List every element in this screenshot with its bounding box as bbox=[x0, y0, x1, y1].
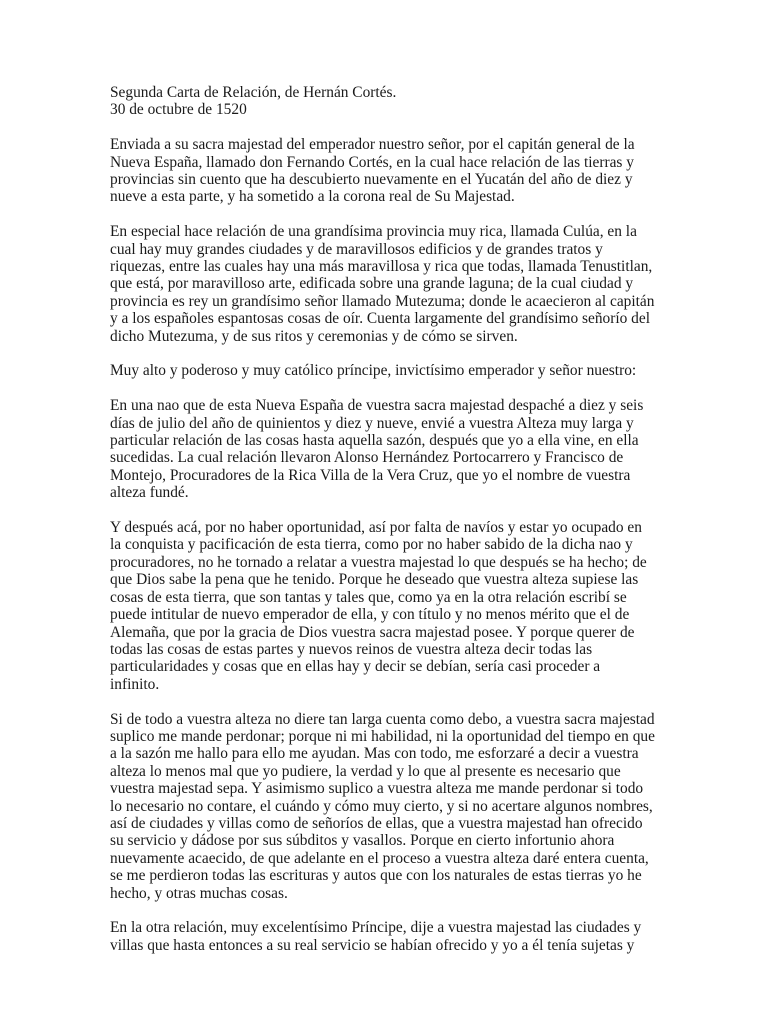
text-line: Muy alto y poderoso y muy católico príncipe, invictísimo emperador y señor nuestro: bbox=[110, 362, 637, 380]
text-line: infinito. bbox=[110, 675, 160, 693]
document-body bbox=[110, 136, 660, 954]
paragraph bbox=[110, 919, 660, 954]
text-line: Nueva España, llamado don Fernando Cortés, en la cual hace relación de las tierras y bbox=[110, 153, 634, 171]
text-line: villas que hasta entonces a su real servicio se habían ofrecido y yo a él tenía sujetas y bbox=[110, 936, 635, 954]
paragraph bbox=[110, 136, 660, 206]
text-line: cual hay muy grandes ciudades y de maravillosos edificios y de grandes tratos y bbox=[110, 240, 603, 258]
text-line: que Dios sabe la pena que he tenido. Porque he deseado que vuestra alteza supiese las bbox=[110, 571, 639, 589]
text-line: alteza fundé. bbox=[110, 484, 189, 502]
text-line: procuradores, no he tornado a relatar a vuestra majestad lo que después se ha hecho; de bbox=[110, 553, 647, 571]
text-line: nueve a esta parte, y ha sometido a la corona real de Su Majestad. bbox=[110, 188, 515, 206]
document-title: Segunda Carta de Relación, de Hernán Cortés. bbox=[110, 84, 397, 101]
text-line: En la otra relación, muy excelentísimo Príncipe, dije a vuestra majestad las ciudades y bbox=[110, 919, 642, 937]
document-page bbox=[110, 84, 660, 972]
text-line: En una nao que de esta Nueva España de vuestra sacra majestad despaché a diez y seis bbox=[110, 397, 644, 415]
text-line: Alemaña, que por la gracia de Dios vuestra sacra majestad posee. Y porque querer de bbox=[110, 623, 635, 641]
text-line: particular relación de las cosas hasta aquella sazón, después que yo a ella vine, en ella bbox=[110, 432, 639, 450]
text-line: días de julio del año de quinientos y diez y nueve, envié a vuestra Alteza muy larga y bbox=[110, 414, 634, 432]
paragraph bbox=[110, 519, 660, 693]
text-line: así de ciudades y villas como de señoríos de ellas, que a vuestra majestad han ofrecido bbox=[110, 814, 643, 832]
text-line: cosas de esta tierra, que son tantas y tales que, como ya en la otra relación escribí se bbox=[110, 588, 627, 606]
paragraph bbox=[110, 397, 660, 501]
text-line: dicho Mutezuma, y de sus ritos y ceremonias y de cómo se sirven. bbox=[110, 327, 518, 345]
text-line: alteza lo menos mal que yo pudiere, la verdad y lo que al presente es necesario que bbox=[110, 762, 621, 780]
paragraph bbox=[110, 711, 660, 902]
text-line: todas las cosas de estas partes y nuevos reinos de vuestra alteza decir todas las bbox=[110, 640, 593, 658]
text-line: la conquista y pacificación de esta tierra, como por no haber sabido de la dicha nao y bbox=[110, 536, 633, 554]
text-line: provincias sin cuento que ha descubierto nuevamente en el Yucatán del año de diez y bbox=[110, 171, 633, 189]
text-line: Y después acá, por no haber oportunidad, así por falta de navíos y estar yo ocupado en bbox=[110, 519, 642, 537]
text-line: riquezas, entre las cuales hay una más maravillosa y rica que todas, llamada Tenustitlan, bbox=[110, 258, 653, 276]
text-line: puede intitular de nuevo emperador de ella, y con título y no menos mérito que el de bbox=[110, 606, 630, 624]
text-line: En especial hace relación de una grandísima provincia muy rica, llamada Culúa, en la bbox=[110, 223, 637, 241]
spacer bbox=[110, 119, 660, 136]
text-line: vuestra majestad sepa. Y asimismo suplico a vuestra alteza me mande perdonar si todo bbox=[110, 780, 644, 798]
text-line: provincia es rey un grandísimo señor llamado Mutezuma; donde le acaecieron al capitán bbox=[110, 292, 655, 310]
text-line: lo necesario no contare, el cuándo y cómo muy cierto, y si no acertare algunos nombres, bbox=[110, 797, 653, 815]
text-line: nuevamente acaecido, de que adelante en el proceso a vuestra alteza daré entera cuenta, bbox=[110, 849, 649, 867]
paragraph bbox=[110, 362, 660, 379]
text-line: sucedidas. La cual relación llevaron Alonso Hernández Portocarrero y Francisco de bbox=[110, 449, 624, 467]
paragraph bbox=[110, 223, 660, 345]
text-line: se me perdieron todas las escrituras y autos que con los naturales de estas tierras yo he bbox=[110, 867, 642, 885]
text-line: a la sazón me hallo para ello me ayudan. Mas con todo, me esforzaré a decir a vuestra bbox=[110, 745, 639, 763]
text-line: su servicio y dádose por sus súbditos y vasallos. Porque en cierto infortunio ahora bbox=[110, 832, 615, 850]
text-line: Montejo, Procuradores de la Rica Villa de la Vera Cruz, que yo el nombre de vuestra bbox=[110, 466, 631, 484]
text-line: Enviada a su sacra majestad del emperador nuestro señor, por el capitán general de la bbox=[110, 136, 635, 154]
text-line: que está, por maravilloso arte, edificada sobre una grande laguna; de la cual ciudad y bbox=[110, 275, 634, 293]
text-line: suplico me mande perdonar; porque ni mi habilidad, ni la oportunidad del tiempo en que bbox=[110, 727, 655, 745]
text-line: y a los españoles espantosas cosas de oír. Cuenta largamente del grandísimo señorío del bbox=[110, 310, 650, 328]
document-date: 30 de octubre de 1520 bbox=[110, 101, 247, 119]
text-line: particularidades y cosas que en ellas hay y decir se debían, sería casi proceder a bbox=[110, 658, 601, 676]
text-line: Si de todo a vuestra alteza no diere tan larga cuenta como debo, a vuestra sacra majestad bbox=[110, 710, 655, 728]
text-line: hecho, y otras muchas cosas. bbox=[110, 884, 288, 902]
